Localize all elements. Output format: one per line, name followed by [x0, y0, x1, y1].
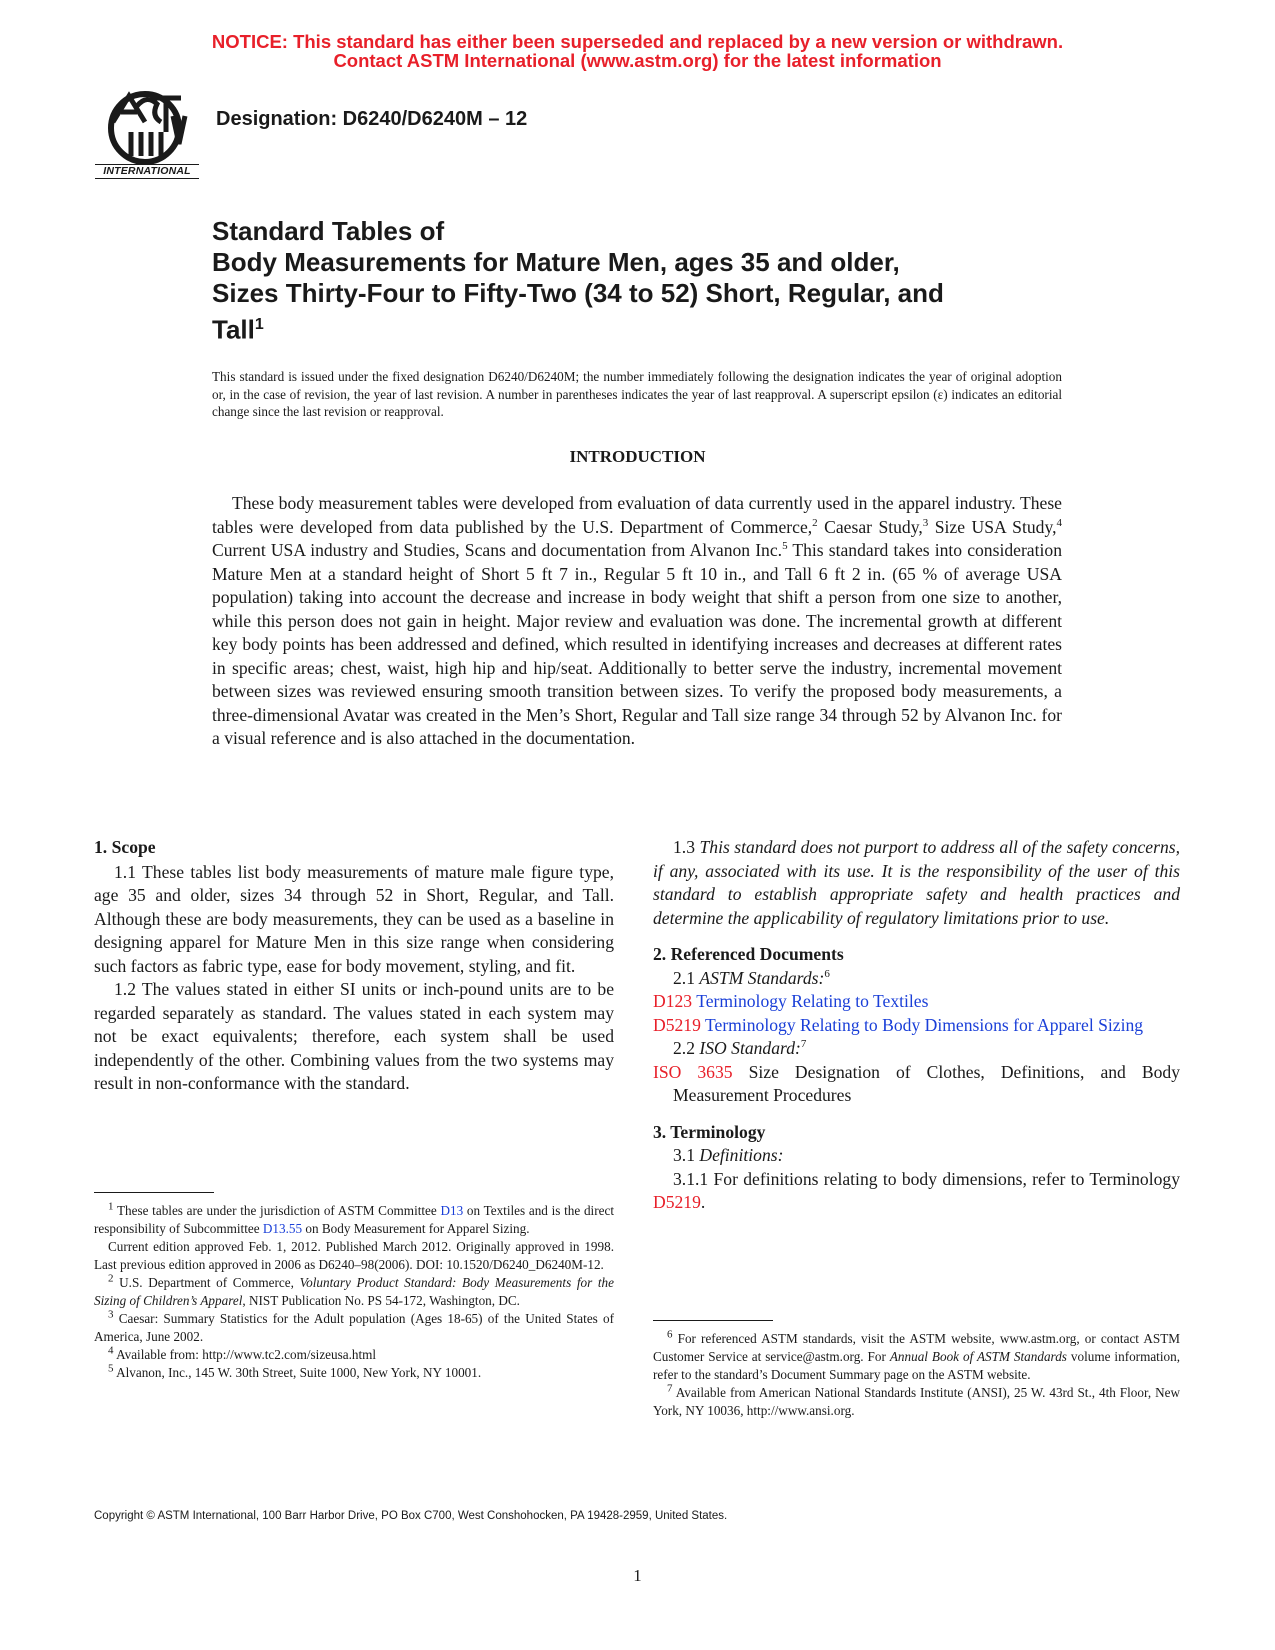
title-line-4: Tall$^1$ [212, 314, 264, 345]
ref-d5219[interactable]: D5219 Terminology Relating to Body Dimensions for Apparel Sizing [653, 1014, 1144, 1035]
title-footnote-mark: 1 [254, 316, 264, 333]
left-column [94, 836, 614, 1096]
link-d5219[interactable]: D5219 [653, 1192, 701, 1212]
notice-line-2: Contact ASTM International (www.astm.org) for the latest information [333, 50, 942, 71]
terminology-heading: 3. Terminology [653, 1121, 766, 1142]
logo-wordmark: INTERNATIONAL [95, 164, 199, 179]
footnotes-right [653, 1330, 1180, 1420]
issued-statement: This standard is issued under the fixed designation D6240/D6240M; the number immediately following the designation indicates the year of original adoption or, in the case of revision, the year of last revision. A number in parentheses indicates the year of last reapproval. A superscript epsilon (ε) indicates an editorial change since the last revision or reapproval. [212, 369, 1062, 419]
terminology-3-1: 3.1 Definitions: [673, 1145, 784, 1165]
astm-logo [95, 86, 199, 186]
footnotes-left [94, 1202, 614, 1382]
notice-line-1: NOTICE: This standard has either been superseded and replaced by a new version or withdrawn. [211, 31, 1064, 52]
footnote-3: $^3$ Caesar: Summary Statistics for the Adult population (Ages 18-65) of the United States of America, June 2002. [94, 1308, 614, 1344]
right-column [653, 836, 1180, 1215]
scope-1-1: 1.1 These tables list body measurements of mature male figure type, age 35 and older, sizes 34 through 52 in Short, Regular, and Tall. Although these are body measurements, they can be used as a baseline in designing apparel for Mature Men in this size range when considering such factors as fabric type, ease for body movement, styling, and fit. [94, 861, 614, 976]
footnote-1: $^1$ These tables are under the jurisdiction of ASTM Committee D13 on Textiles and is the direct responsibility of Subcommittee D13.55 on Body Measurement for Apparel Sizing. [94, 1200, 614, 1236]
introduction-text: These body measurement tables were developed from evaluation of data currently used in the apparel industry. These tables were developed from data published by the U.S. Department of Commerce,$^2$ Caesar Study,$^3$ Size USA Study,$^4$ Current USA industry and Studies, Scans and documentation from Alvanon Inc.$^5$ This standard takes into consideration Mature Men at a standard height of Short 5 ft 7 in., Regular 5 ft 10 in., and Tall 6 ft 2 in. (65 % of average USA population) taking into account the decrease and increase in body weight that shift a person from one size to another, while this person does not gain in height. Major review and evaluation was done. The incremental growth at different key body points has been addressed and defined, which resulted in identifying increases and decreases at different rates in specific areas; chest, waist, high hip and hip/seat. Additionally to better serve the industry, incremental movement between sizes was reviewed ensuring smooth transition between sizes. To verify the proposed body measurements, a three-dimensional Avatar was created in the Men’s Short, Regular and Tall size range 34 through 52 by Alvanon Inc. for a visual reference and is also attached in the documentation. [212, 493, 1062, 748]
page-number: 1 [633, 1566, 642, 1585]
referenced-2-2: 2.2 ISO Standard:$^7$ [673, 1038, 807, 1058]
introduction-heading: INTRODUCTION [569, 447, 706, 466]
scope-1-3: 1.3 This standard does not purport to address all of the safety concerns, if any, associated with its use. It is the responsibility of the user of this standard to establish appropriate safety and health practices and determine the applicability of regulatory limitations prior to use. [653, 837, 1180, 928]
page-title [212, 216, 1092, 346]
ref-d123[interactable]: D123 Terminology Relating to Textiles [653, 991, 929, 1011]
footnote-edition: Current edition approved Feb. 1, 2012. Published March 2012. Originally approved in 1998. Last previous edition approved in 2006 as D6240–98(2006). DOI: 10.1520/D6240_D6240M-12. [94, 1239, 614, 1272]
scope-1-2: 1.2 The values stated in either SI units or inch-pound units are to be regarded separately as standard. The values stated in each system may not be exact equivalents; therefore, each system shall be used independently of the other. Combining values from the two systems may result in non-conformance with the standard. [94, 979, 614, 1093]
scope-heading: 1. Scope [94, 837, 156, 857]
link-d13[interactable]: D13 [440, 1203, 464, 1218]
footnote-4: $^4$ Available from: http://www.tc2.com/sizeusa.html [108, 1344, 377, 1362]
terminology-3-1-1: 3.1.1 For definitions relating to body dimensions, refer to Terminology D5219. [653, 1168, 1180, 1212]
title-line-3: Sizes Thirty-Four to Fifty-Two (34 to 52) Short, Regular, and [212, 278, 944, 308]
footnote-rule-left [94, 1192, 214, 1193]
footnote-6: $^6$ For referenced ASTM standards, visit the ASTM website, www.astm.org, or contact ASTM Customer Service at service@astm.org. For Annual Book of ASTM Standards volume information, refer to the standard’s Document Summary page on the ASTM website. [653, 1328, 1180, 1382]
footnote-rule-right [653, 1320, 773, 1321]
title-line-1: Standard Tables of [212, 216, 445, 246]
designation: Designation: D6240/D6240M – 12 [216, 108, 528, 130]
link-d13-55[interactable]: D13.55 [262, 1221, 303, 1236]
footnote-2: $^2$ U.S. Department of Commerce, Voluntary Product Standard: Body Measurements for the Sizing of Children’s Apparel, NIST Publication No. PS 54-172, Washington, DC. [94, 1272, 614, 1308]
footnote-5: $^5$ Alvanon, Inc., 145 W. 30th Street, Suite 1000, New York, NY 10001. [108, 1362, 482, 1380]
ref-iso-3635[interactable]: ISO 3635 Size Designation of Clothes, Definitions, and Body Measurement Procedures [653, 1061, 1181, 1105]
referenced-heading: 2. Referenced Documents [653, 944, 844, 964]
copyright: Copyright © ASTM International, 100 Barr Harbor Drive, PO Box C700, West Conshohocken, PA 19428-2959, United States. [94, 1510, 728, 1522]
referenced-2-1: 2.1 ASTM Standards:$^6$ [673, 967, 830, 988]
footnote-7: $^7$ Available from American National Standards Institute (ANSI), 25 W. 43rd St., 4th Floor, New York, NY 10036, http://www.ansi.org. [653, 1382, 1180, 1418]
title-line-2: Body Measurements for Mature Men, ages 35 and older, [212, 247, 900, 277]
